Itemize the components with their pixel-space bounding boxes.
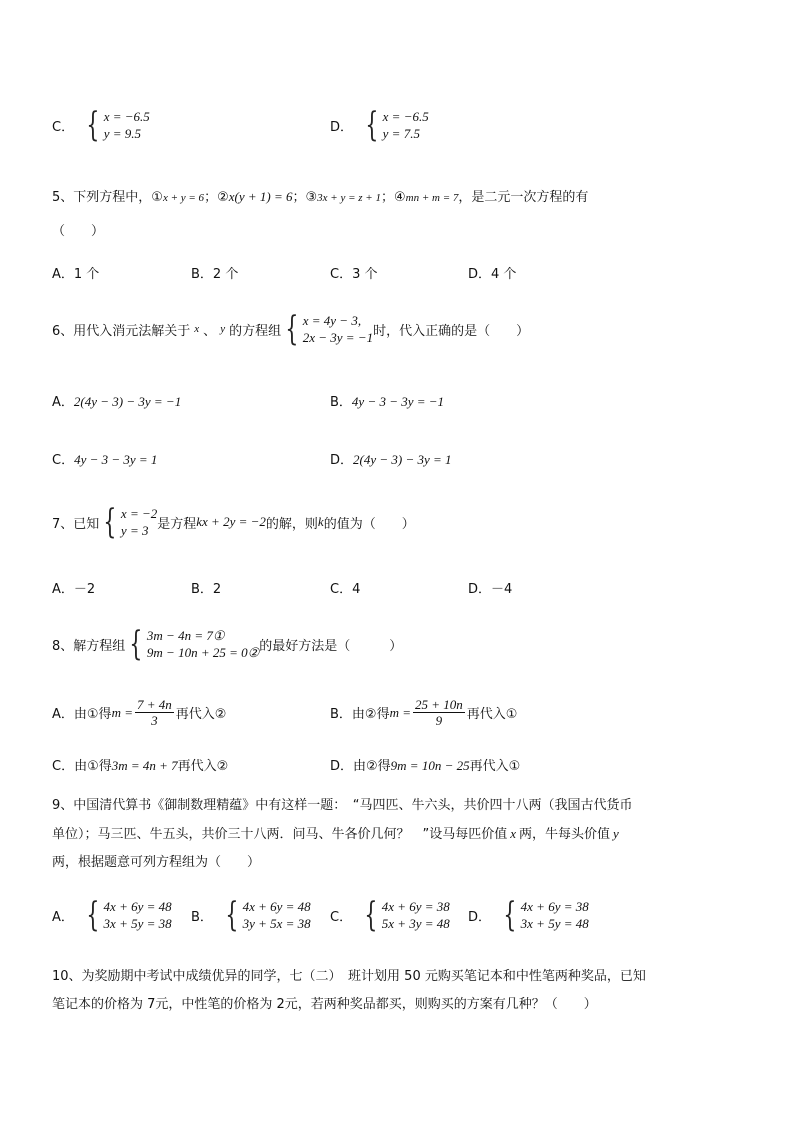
brace-icon: { bbox=[129, 624, 143, 664]
question-10 bbox=[52, 963, 744, 1019]
option-text: A．由①得 bbox=[52, 707, 112, 722]
separator: 、 bbox=[203, 323, 217, 339]
denominator: 3 bbox=[151, 713, 158, 728]
equation: 4x + 6y = 38 bbox=[520, 899, 589, 914]
variable: y bbox=[613, 826, 619, 841]
option-d: D．－4 bbox=[468, 582, 513, 597]
question-text: 5、下列方程中， bbox=[52, 190, 152, 205]
equation: 2(4y − 3) − 3y = 1 bbox=[353, 452, 452, 467]
question-text: 的方程组 bbox=[229, 323, 282, 339]
equation: x(y + 1) = 6 bbox=[228, 189, 293, 204]
equation-system bbox=[281, 309, 374, 349]
equation: 3x + 5y = 38 bbox=[103, 916, 172, 931]
question-5 bbox=[52, 186, 588, 205]
equation-system bbox=[82, 105, 150, 145]
equation-system bbox=[361, 105, 429, 145]
option-label: A． bbox=[52, 395, 74, 410]
equation: x = −6.5 bbox=[382, 109, 429, 124]
question-text: 两，根据题意可列方程组为（ ） bbox=[52, 855, 261, 870]
fraction bbox=[413, 697, 465, 728]
question-text: 的最好方法是（ ） bbox=[259, 638, 403, 654]
option-d bbox=[468, 895, 589, 935]
separator: ； bbox=[204, 190, 218, 205]
numerator: 25 + 10n bbox=[415, 697, 463, 712]
equation: 3x + y = z + 1 bbox=[317, 192, 381, 204]
option-text: B．由②得 bbox=[330, 707, 390, 722]
variable: y bbox=[220, 323, 226, 335]
question-text: 的解，则 bbox=[265, 516, 318, 532]
equation: m = bbox=[111, 704, 133, 720]
equation: 4x + 6y = 48 bbox=[242, 899, 311, 914]
option-b: B．2 bbox=[191, 582, 222, 597]
brace-icon: { bbox=[503, 895, 517, 935]
brace-icon: { bbox=[364, 895, 378, 935]
equation: y = 9.5 bbox=[103, 126, 142, 141]
circle-number: ① bbox=[151, 190, 163, 205]
equation: y = 3 bbox=[120, 523, 149, 538]
circle-number: ③ bbox=[305, 190, 318, 205]
numerator: 7 + 4n bbox=[136, 697, 172, 712]
option-d bbox=[330, 449, 452, 468]
question-6 bbox=[52, 309, 530, 349]
option-a bbox=[52, 895, 172, 935]
option-d: D．4 个 bbox=[468, 267, 517, 282]
equation-system bbox=[125, 624, 260, 664]
option-c bbox=[330, 895, 450, 935]
circle-number: ② bbox=[217, 190, 229, 205]
equation: 4y − 3 − 3y = 1 bbox=[74, 452, 158, 467]
equation-system bbox=[499, 895, 589, 935]
option-label: B． bbox=[330, 395, 352, 410]
equation-system bbox=[221, 895, 311, 935]
equation: x = 4y − 3, bbox=[302, 313, 362, 328]
equation-system bbox=[99, 502, 158, 542]
brace-icon: { bbox=[225, 895, 239, 935]
option-b: B．2 个 bbox=[191, 267, 239, 282]
brace-icon: { bbox=[86, 895, 100, 935]
question-9 bbox=[52, 792, 744, 877]
equation: x = −2 bbox=[120, 506, 158, 521]
circle-number: ④ bbox=[394, 190, 406, 205]
question-text: 6、用代入消元法解关于 bbox=[52, 323, 191, 339]
option-c bbox=[52, 755, 228, 774]
option-label: C． bbox=[330, 909, 353, 925]
denominator: 9 bbox=[435, 713, 443, 728]
equation-system bbox=[82, 895, 172, 935]
equation: 2(4y − 3) − 3y = −1 bbox=[73, 394, 182, 409]
option-c: C．3 个 bbox=[330, 267, 378, 282]
equation: 3m = 4n + 7 bbox=[111, 758, 178, 773]
equation: 2x − 3y = −1 bbox=[302, 330, 374, 345]
equation: x + y = 6 bbox=[162, 192, 205, 204]
option-text: 再代入② bbox=[177, 759, 229, 774]
separator: ； bbox=[380, 190, 394, 205]
option-a bbox=[52, 697, 226, 728]
option-c bbox=[52, 449, 157, 468]
brace-icon: { bbox=[103, 502, 117, 542]
option-b bbox=[330, 391, 444, 410]
option-label: D． bbox=[330, 453, 354, 468]
brace-icon: { bbox=[86, 105, 100, 145]
equation: 4x + 6y = 48 bbox=[103, 899, 172, 914]
option-text: 再代入① bbox=[469, 759, 521, 774]
fraction bbox=[135, 697, 174, 728]
variable: x bbox=[194, 323, 200, 335]
equation: 4x + 6y = 38 bbox=[381, 899, 450, 914]
answer-paren: （ ） bbox=[52, 224, 105, 239]
option-label: D． bbox=[330, 119, 354, 135]
equation: m = bbox=[389, 704, 411, 720]
equation: kx + 2y = −2 bbox=[196, 514, 266, 529]
option-c: C．4 bbox=[330, 582, 361, 597]
option-a: A．1 个 bbox=[52, 267, 100, 282]
question-text: 两，牛每头价值 bbox=[519, 827, 611, 842]
question-text: 10、为奖励期中考试中成绩优异的同学，七（二） 班计划用 50 元购买笔记本和中性笔两种奖品，已知 bbox=[52, 969, 646, 984]
equation: 9m − 10n + 25 = 0② bbox=[146, 645, 260, 660]
equation: 4y − 3 − 3y = −1 bbox=[351, 394, 445, 409]
question-text: 单位）；马三匹、牛五头，共价三十八两．问马、牛各价几何？ ”设马每匹价值 bbox=[52, 827, 508, 842]
question-text: ，是二元一次方程的有 bbox=[458, 190, 589, 205]
question-text: 8、解方程组 bbox=[52, 638, 126, 654]
question-text-line bbox=[52, 820, 744, 849]
equation: 3y + 5x = 38 bbox=[242, 916, 311, 931]
question-8 bbox=[52, 624, 403, 664]
equation: 5x + 3y = 48 bbox=[381, 916, 450, 931]
question-text: 7、已知 bbox=[52, 516, 100, 532]
question-text: 9、中国清代算书《御制数理精蕴》中有这样一题： “马四匹、牛六头，共价四十八两（我国古代货币 bbox=[52, 798, 633, 813]
q4-option-c bbox=[52, 105, 150, 145]
option-label: D． bbox=[468, 909, 492, 925]
option-label: C． bbox=[52, 453, 75, 468]
variable: x bbox=[510, 826, 517, 841]
option-label: B． bbox=[191, 909, 213, 925]
option-label: C． bbox=[52, 119, 75, 135]
question-text: 时，代入正确的是（ ） bbox=[373, 323, 530, 339]
question-text: 笔记本的价格为 7元，中性笔的价格为 2元，若两种奖品都买，则购买的方案有几种？（ ） bbox=[52, 997, 597, 1012]
question-text: 的值为（ ） bbox=[323, 516, 415, 532]
option-text: C．由①得 bbox=[52, 759, 112, 774]
option-a: A．－2 bbox=[52, 582, 96, 597]
equation: mn + m = 7 bbox=[405, 192, 459, 204]
q4-option-d bbox=[330, 105, 429, 145]
option-text: 再代入② bbox=[175, 707, 227, 722]
option-b bbox=[191, 895, 311, 935]
option-text: 再代入① bbox=[466, 707, 518, 722]
option-d bbox=[330, 755, 520, 774]
equation-system bbox=[360, 895, 450, 935]
equation: 9m = 10n − 25 bbox=[390, 758, 470, 773]
equation: y = 7.5 bbox=[382, 126, 420, 141]
question-text: 是方程 bbox=[157, 516, 197, 532]
variable: k bbox=[317, 514, 324, 529]
equation: 3m − 4n = 7① bbox=[146, 628, 225, 643]
brace-icon: { bbox=[365, 105, 379, 145]
equation: 3x + 5y = 48 bbox=[520, 916, 589, 931]
option-text: D．由②得 bbox=[330, 759, 391, 774]
separator: ； bbox=[292, 190, 306, 205]
brace-icon: { bbox=[285, 309, 299, 349]
option-b bbox=[330, 697, 517, 728]
option-a bbox=[52, 391, 181, 410]
question-7 bbox=[52, 502, 415, 542]
equation: x = −6.5 bbox=[103, 109, 150, 124]
option-label: A． bbox=[52, 909, 74, 925]
